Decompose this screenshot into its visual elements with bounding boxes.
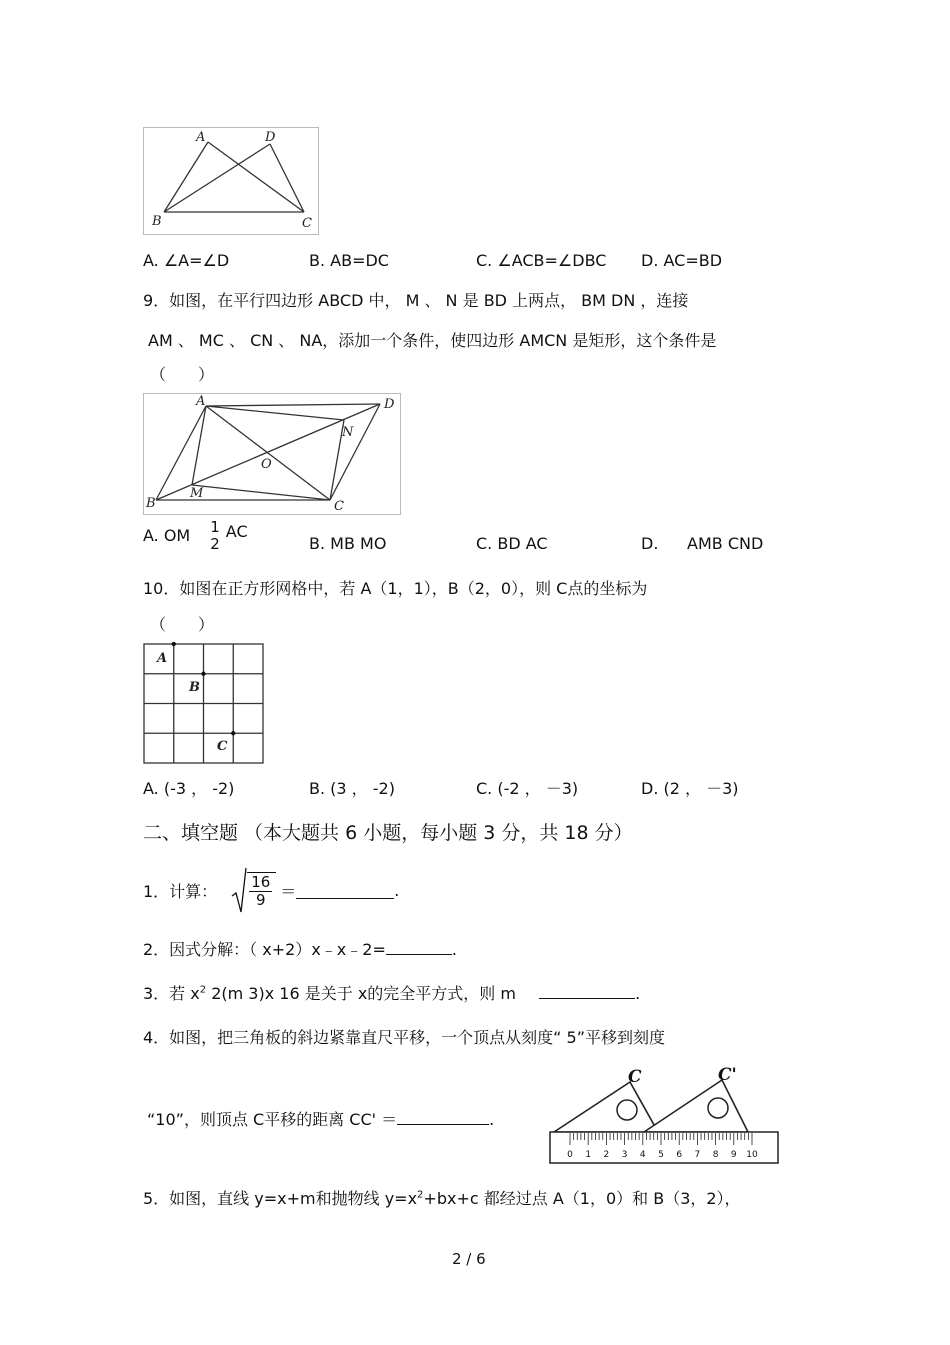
q4-ruler-figure (548, 1064, 780, 1166)
fill-q1-blank[interactable] (296, 882, 394, 899)
fill-q1-period: . (394, 880, 400, 900)
ruler-tick-label: 1 (585, 1150, 592, 1160)
fill-q3-period: . (635, 984, 641, 1003)
q10-option-d: D. (2 ， －3) (641, 779, 739, 798)
fill-q5 (143, 1186, 741, 1209)
fill-q1-denominator: 9 (255, 890, 266, 909)
q9-label-n: N (342, 425, 354, 440)
q9-figure (143, 393, 401, 515)
fill-q4-line2 (147, 1107, 494, 1130)
q9-option-a-prefix: A. OM (143, 526, 191, 545)
q10-label-b: B (189, 680, 200, 695)
q9-fraction-denominator: 2 (210, 534, 220, 553)
ruler-tick-label: 6 (676, 1150, 683, 1160)
q8-label-a: A (196, 130, 206, 145)
q9-label-b: B (146, 496, 156, 511)
ruler-tick-label: 10 (746, 1150, 758, 1160)
fill-q2-blank[interactable] (386, 940, 452, 955)
q9-label-d: D (384, 397, 395, 412)
fill-q2-period: . (451, 940, 457, 959)
fill-q1-numerator: 16 (251, 873, 271, 891)
fill-q3-mid: 2(m 3)x 16 是关于 x的完全平方式，则 m (206, 984, 516, 1003)
q8-option-b: B. AB=DC (309, 251, 389, 270)
q9-option-a (143, 519, 248, 552)
q9-label-m: M (190, 486, 204, 501)
fill-q1-suffix: ＝ (280, 881, 297, 901)
q4-label-c: C (628, 1067, 642, 1087)
fill-q4-line1: 4．如图，把三角板的斜边紧靠直尺平移，一个顶点从刻度“ 5”平移到刻度 (143, 1028, 666, 1047)
q10-label-c: C (217, 739, 228, 754)
fill-q3-exponent: 2 (199, 984, 207, 996)
ruler-tick-label: 7 (694, 1150, 701, 1160)
q8-option-c: C. ∠ACB=∠DBC (476, 251, 607, 270)
q9-label-o: O (261, 457, 272, 472)
q9-option-d-text: AMB CND (687, 534, 764, 553)
q8-option-d: D. AC=BD (641, 251, 723, 270)
ruler-tick-label: 2 (603, 1150, 610, 1160)
fill-q5-text-a: 5．如图，直线 y=x+m和抛物线 y=x (143, 1189, 418, 1208)
q8-figure (143, 127, 319, 235)
q9-option-a-fraction (208, 519, 222, 552)
ruler-tick-label: 3 (621, 1150, 628, 1160)
fill-q2 (143, 937, 457, 960)
q10-text-line2: （ ） (150, 615, 215, 634)
q8-label-b: B (152, 214, 162, 229)
ruler-tick-label: 5 (658, 1150, 664, 1160)
section-2-title: 二、填空题 （本大题共 6 小题，每小题 3 分，共 18 分） (143, 822, 633, 844)
q9-option-b: B. MB MO (309, 534, 387, 553)
sqrt-icon (231, 866, 276, 914)
fill-q5-text-b: +bx+c 都经过点 A（1，0）和 B（3，2）， (423, 1189, 741, 1208)
fill-q4-period: . (489, 1110, 495, 1129)
q9-text-line2: AM 、 MC 、 CN 、 NA，添加一个条件，使四边形 AMCN 是矩形，这个条件是 (148, 331, 717, 350)
fill-q1-fraction (247, 872, 276, 908)
q9-label-c: C (334, 499, 344, 514)
q9-text-line1: 9．如图，在平行四边形 ABCD 中， M 、 N 是 BD 上两点， BM DN ，连接 (143, 291, 689, 310)
fill-q3 (143, 981, 640, 1004)
q9-text-line3: （ ） (150, 365, 215, 384)
q9-label-a: A (196, 394, 206, 409)
q8-label-c: C (302, 216, 312, 231)
fill-q3-prefix: 3．若 x (143, 984, 200, 1003)
ruler-tick-label: 4 (639, 1150, 646, 1160)
q9-option-a-suffix: AC (225, 522, 248, 541)
q10-text-line1: 10．如图在正方形网格中，若 A（1，1），B（2，0），则 C点的坐标为 (143, 579, 648, 598)
q9-option-c: C. BD AC (476, 534, 548, 553)
ruler-tick-label: 9 (730, 1150, 737, 1160)
q10-option-c: C. (-2 ， －3) (476, 779, 579, 798)
fill-q4-blank[interactable] (397, 1110, 489, 1125)
q10-option-a: A. (-3 ， -2) (143, 779, 235, 798)
q10-option-b: B. (3 ， -2) (309, 779, 395, 798)
q9-option-d-label: D. (641, 534, 659, 553)
fill-q4-text: “10”，则顶点 C平移的距离 CC' ＝ (147, 1110, 398, 1129)
fill-q3-blank[interactable] (539, 984, 635, 999)
q10-grid-figure (143, 642, 265, 764)
q8-option-a: A. ∠A=∠D (143, 251, 230, 270)
page-number: 2 / 6 (452, 1250, 486, 1268)
q4-label-c-prime: C' (718, 1065, 737, 1085)
q10-label-a: A (157, 651, 168, 666)
fill-q1-prefix: 1．计算： (143, 881, 218, 901)
fill-q5-exponent: 2 (417, 1189, 424, 1201)
fill-q2-text: 2．因式分解：（ x+2）x﹣x﹣2= (143, 940, 386, 959)
ruler-tick-label: 0 (567, 1150, 573, 1160)
ruler-tick-label: 8 (712, 1150, 719, 1160)
fill-q1 (143, 866, 399, 914)
q9-fraction-numerator: 1 (210, 518, 220, 536)
q8-label-d: D (265, 130, 276, 145)
